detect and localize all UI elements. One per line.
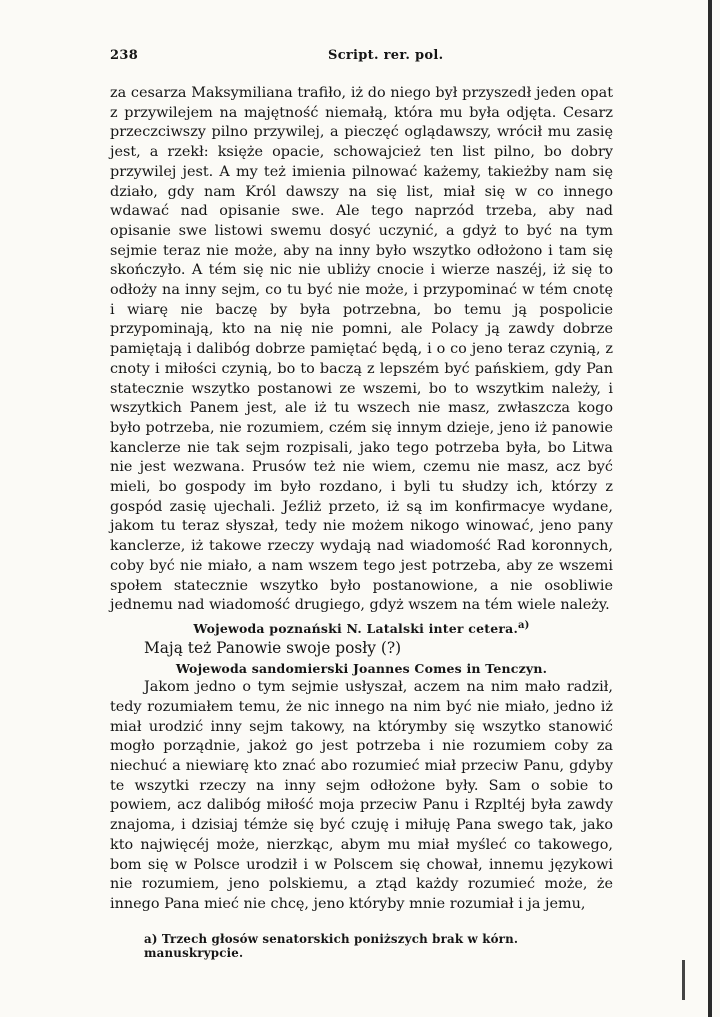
- footnote: a) Trzech głosów senatorskich poniższych brak w kórn. manuskrypcie.: [144, 932, 519, 960]
- page-edge-mark: [682, 960, 685, 1000]
- speech-line: Mają też Panowie swoje posły (?): [144, 638, 402, 657]
- page-header: [110, 48, 608, 68]
- speaker-heading: [110, 616, 613, 639]
- running-title: Script. rer. pol.: [328, 48, 444, 63]
- speaker-heading: Wojewoda sandomierski Joannes Comes in Tenczyn.: [175, 660, 548, 676]
- heading-text: Wojewoda poznański N. Latalski inter cetera.: [193, 621, 518, 637]
- body-text: [110, 84, 613, 915]
- footnote-mark: a): [518, 619, 530, 631]
- paragraph: za cesarza Maksymiliana trafiło, iż do niego był przyszedł jeden opat z przywilejem na majętność niemałą, która mu była odjęta. Cesarz przeczciwszy pilno przywilej, a pieczęć oglądawszy, wrócił mu zasię jest, a rzekł: księże opacie, schowajcież ten list pilno, bo dobry przywilej jest. A my też imienia pilnować każemy, takieżby nam się działo, gdy nam Król dawszy na się list, miał się w co innego wdawać nad opisanie swe. Ale tego naprzód trzeba, aby nad opisanie swe listowi swemu dosyć uczynić, a gdyż to być na tym sejmie teraz nie może, aby na inny było wszytko odłożono i tam się skończyło. A tém się nic nie ubliży cnocie i wierze naszéj, iż się to odłoży na inny sejm, co tu być nie może, i przypominać w tém cnotę i wiarę nie baczę by była potrzebna, bo temu ją pospolicie przypominają, kto na nię nie pomni, ale Polacy ją zawdy dobrze pamiętają i dalibóg dobrze pamiętać będą, i o co jeno teraz czynią, z cnoty i miłości czynią, bo to baczą z lepszém być pańskiem, gdy Pan statecznie wszytko postanowi ze wszemi, bo to wszytkim należy, i wszytkich Panem jest, ale iż tu wszech nie masz, zwłaszcza kogo było potrzeba, nie rozumiem, czém się innym dzieje, jeno iż panowie kanclerze nie tak sejm rozpisali, jako tego potrzeba była, bo Litwa nie jest wezwana. Prusów też nie wiem, czemu nie masz, acz być mieli, bo gospody im było rozdano, i byli tu słudzy ich, którzy z gospód zasię ujechali. Jeźliż przeto, iż są im konfirmacye wydane, jakom tu teraz słyszał, tedy nie możem nikogo winować, jeno pany kanclerze, iż takowe rzeczy wydają nad wiadomość Rad koronnych, coby być nie miało, a nam wszem tego jest potrzeba, aby ze wszemi społem statecznie wszytko było postanowione, a nie osobliwie jednemu nad wiadomość drugiego, gdyż wszem na tém wiele należy.: [110, 85, 613, 614]
- page-number: 238: [110, 48, 139, 63]
- paragraph: Jakom jedno o tym sejmie usłyszał, aczem na nim mało radził, tedy rozumiałem temu, że nic innego na nim być nie miało, jedno iż miał urodzić inny sejm takowy, na którymby się wszytko stanowić mogło porządnie, jakoż go jest potrzeba i nie rozumiem coby za niechuć a niewiarę kto znać abo rozumieć miał przeciw Panu, gdyby te wszytki rzeczy na inny sejm odłożone były. Sam o sobie to powiem, acz dalibóg miłość moja przeciw Panu i Rzpltéj była zawdy znajoma, i dzisiaj témże się być czuję i miłuję Pana swego tak, jako kto najwięcéj może, nierzkąc, abym mu miał myśleć co takowego, bom się w Polsce urodził i w Polscem się chował, innemu językowi nie rozumiem, jeno polskiemu, a ztąd każdy rozumieć może, że innego Pana mieć nie chcę, jeno któryby mnie rozumiał i ja jemu,: [110, 679, 613, 912]
- page-edge-shadow: [708, 0, 712, 1017]
